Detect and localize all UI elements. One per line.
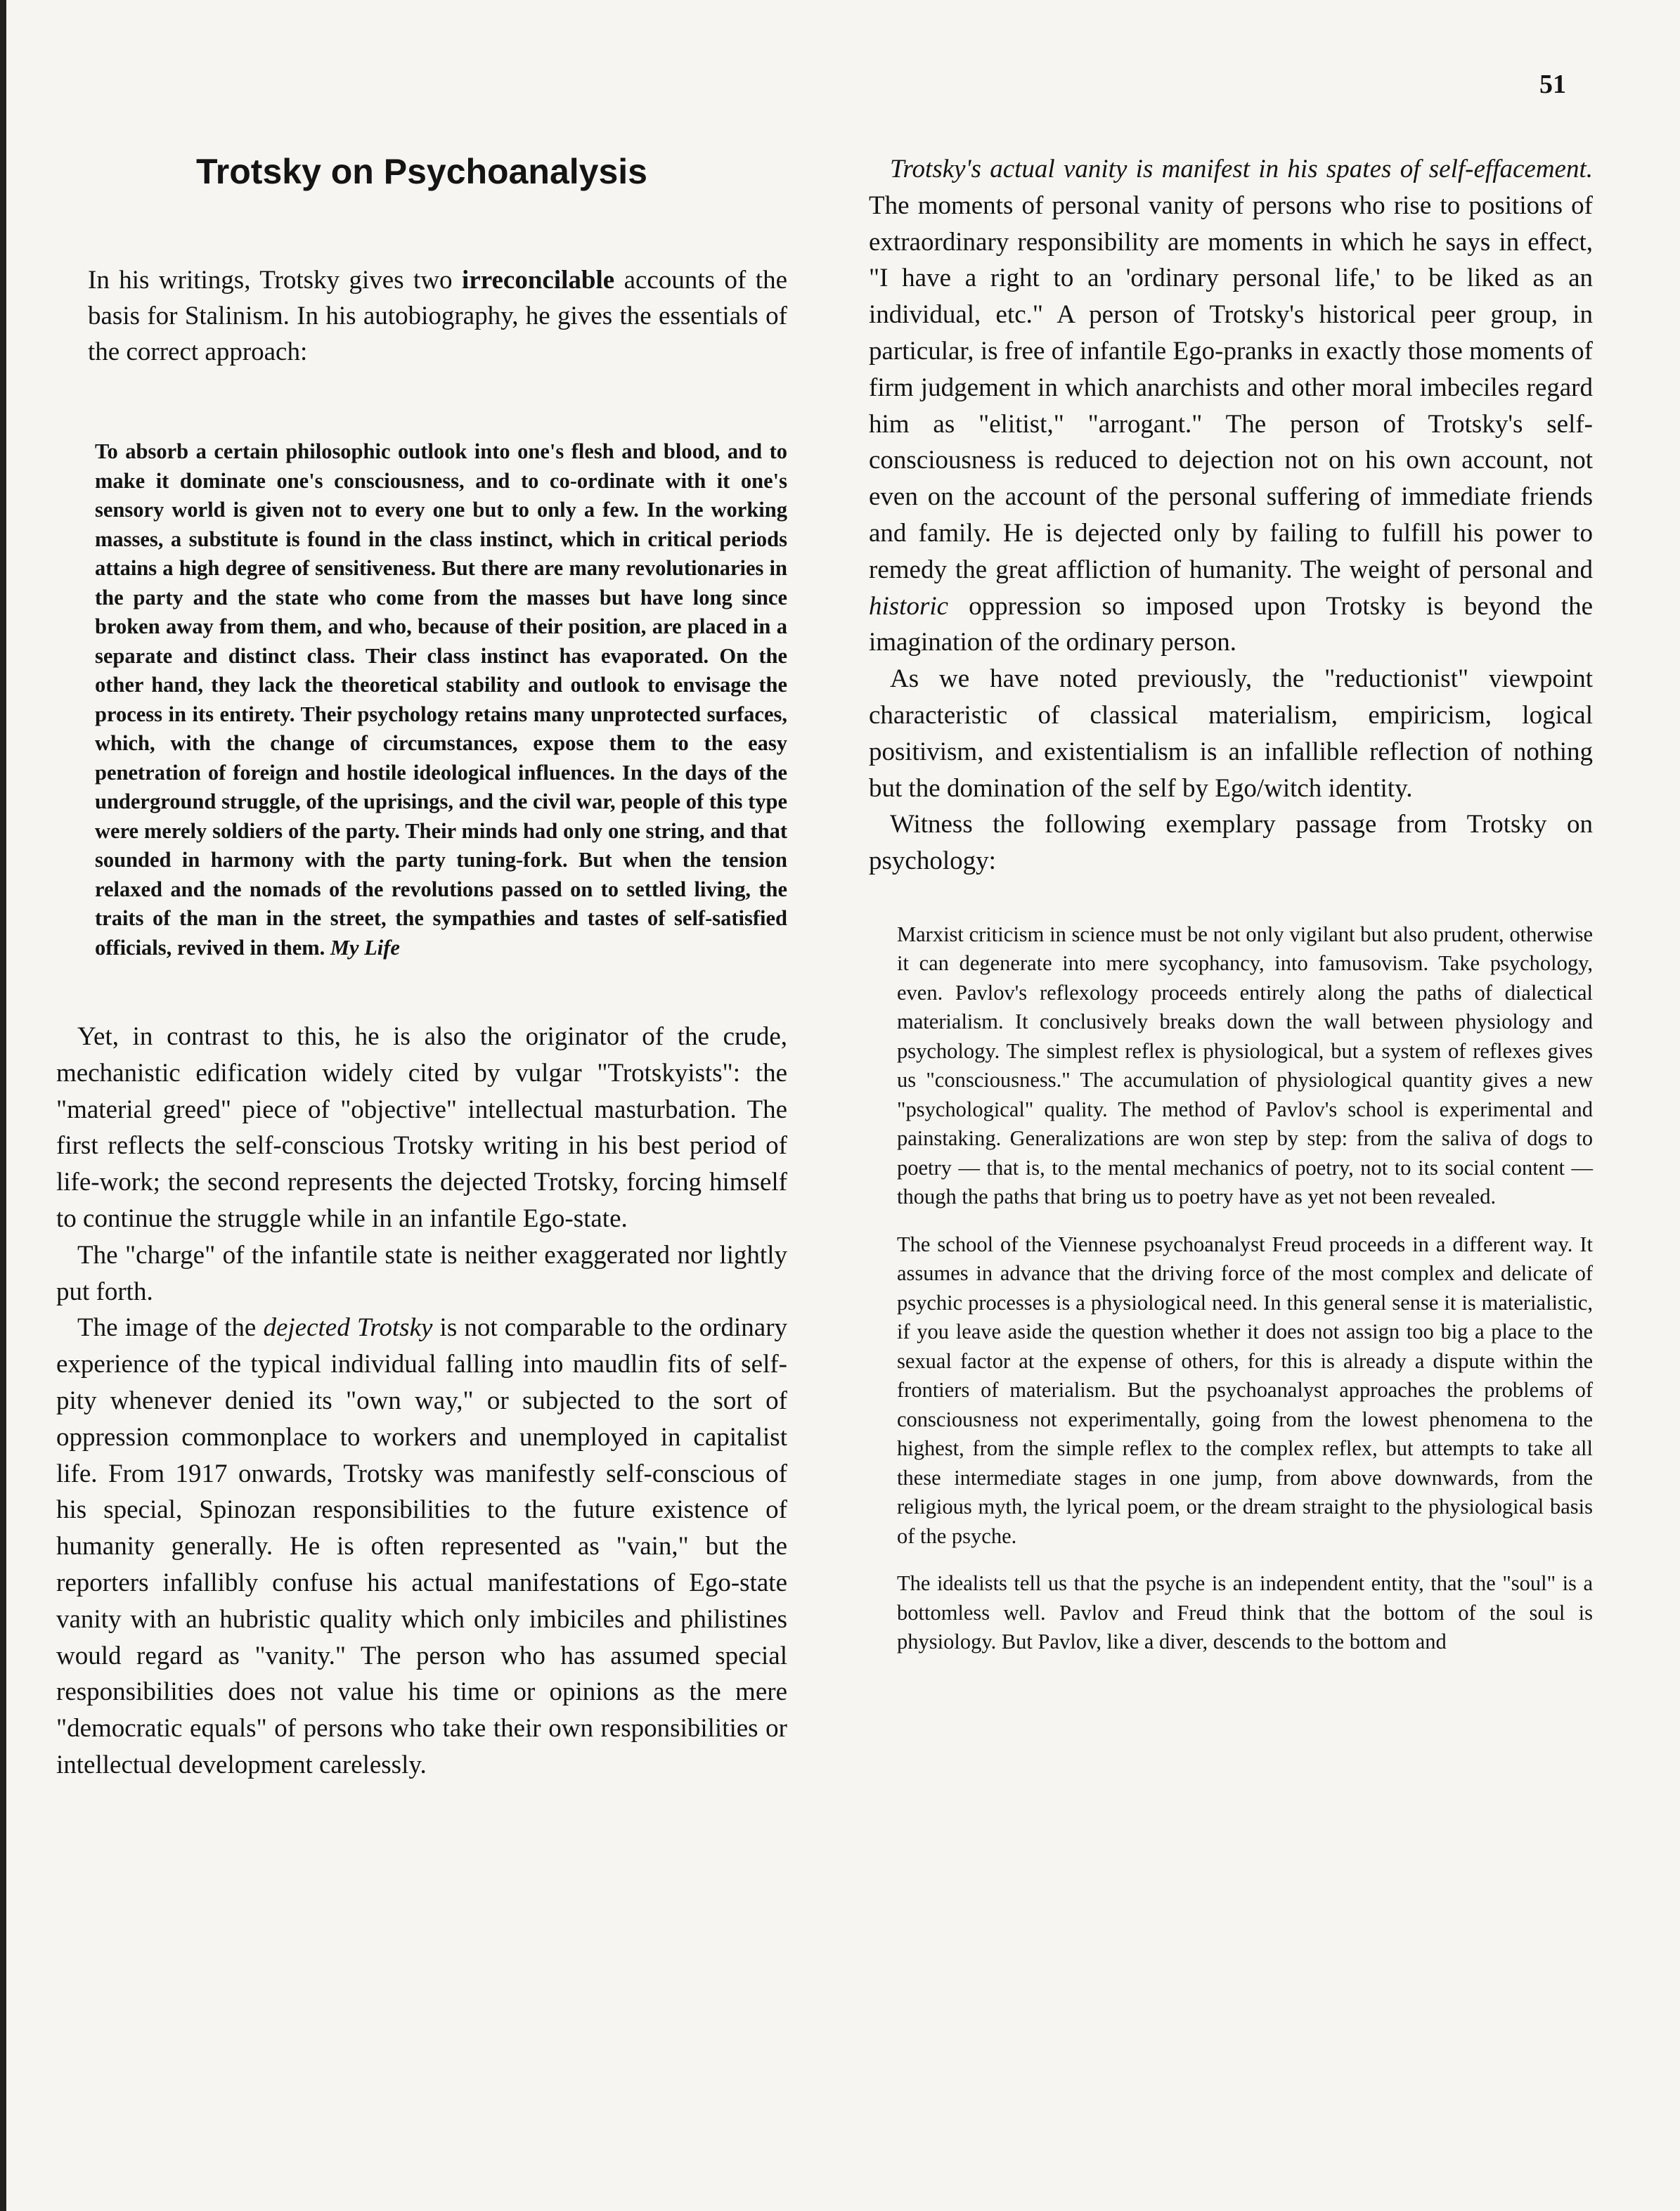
paragraph-charge: The "charge" of the infantile state is neither exaggerated nor lightly put forth.: [56, 1240, 787, 1306]
left-body: [56, 1019, 787, 1784]
page-number: 51: [1539, 70, 1566, 99]
page-edge: [0, 0, 6, 2211]
image-text-2: is not comparable to the ordinary experience of the typical individual falling into maudlin fits of self-pity whenever denied its "own way," or subjected to the sort of oppression commonplace to workers and unemployed in capitalist life. From 1917 onwards, Trotsky was manifestly self-conscious of his special, Spinozan responsibilities to the future existence of humanity generally. He is often represented as "vain," but the reporters infallibly confuse his actual manifestations of Ego-state vanity with an hubristic quality which only imbiciles and philistines would regard as "vanity." The person who has assumed special responsibilities does not value his time or opinions as the mere "democratic equals" of persons who take their own responsibilities or intellectual development carelessly.: [56, 1313, 788, 1779]
intro-text-2: accounts of the basis for Stalinism. In his autobiography, he gives the essentials of the correct approach:: [88, 266, 787, 366]
vanity-italic-2: historic: [869, 591, 949, 621]
quote-paragraph: The school of the Viennese psychoanalyst Freud proceeds in a different way. It assumes in advance that the driving force of the most complex and delicate of psychic processes is a physiological need. In this general sense it is materialistic, if you leave aside the question whether it does not assign too big a place to the sexual factor at the expense of others, for this is already a dispute within the frontiers of materialism. But the psychoanalyst approaches the problems of consciousness not experimentally, going from the lowest phenomena to the highest, from the simple reflex to the complex reflex, but attempts to take all these intermediate stages in one jump, from above downwards, from the religious myth, the lyrical poem, or the dream straight to the physiological basis of the psyche.: [897, 1232, 1593, 1548]
image-italic: dejected Trotsky: [263, 1313, 433, 1343]
left-column: [56, 151, 787, 1784]
quote-text: To absorb a certain philosophic outlook into one's flesh and blood, and to make it dominate one's consciousness, and to co-ordinate with it one's sensory world is given not to every one but to only a few. In the working masses, a substitute is found in the class instinct, which in critical periods attains a high degree of sensitiveness. But there are many revolutionaries in the party and the state who come from the masses but have long since broken away from them, and who, because of their position, are placed in a separate and distinct class. Their class instinct has evaporated. On the other hand, they lack the theoretical stability and outlook to envisage the process in its entirety. Their psychology retains many unprotected surfaces, which, with the change of circumstances, expose them to the easy penetration of foreign and hostile ideological influences. In the days of the underground struggle, of the uprisings, and the civil war, people of this type were merely soldiers of the party. Their minds had only one string, and that sounded in harmony with the party tuning-fork. But when the tension relaxed and the nomads of the revolutions passed on to settled living, the traits of the man in the street, the sympathies and tastes of self-satisfied officials, revived in them.: [95, 439, 787, 960]
paragraph-noted: As we have noted previously, the "reductionist" viewpoint characteristic of classical materialism, empiricism, logical positivism, and existentialism is an infallible reflection of nothing but the domination of the self by Ego/witch identity.: [869, 664, 1593, 803]
intro-text-1: In his writings, Trotsky gives two: [88, 266, 463, 295]
paragraph-yet: Yet, in contrast to this, he is also the originator of the crude, mechanistic edification widely cited by vulgar "Trotskyists": the "material greed" piece of "objective" intellectual masturbation. The first reflects the self-conscious Trotsky writing in his best period of life-work; the second represents the dejected Trotsky, forcing himself to continue the struggle while in an infantile Ego-state.: [56, 1022, 787, 1233]
vanity-text-2: The moments of personal vanity of persons who rise to positions of extraordinary responsibility are moments in which he says in effect, "I have a right to an 'ordinary personal life,' to be liked as an individual, etc." A person of Trotsky's historical peer group, in particular, is free of infantile Ego-pranks in exactly those moments of firm judgement in which anarchists and other moral imbeciles regard him as "elitist," "arrogant." The person of Trotsky's self-consciousness is reduced to dejection not on his own account, not even on the account of the personal suffering of immediate friends and family. He is dejected only by failing to fulfill his power to remedy the great affliction of humanity. The weight of personal and: [869, 191, 1593, 584]
my-life-quote: [56, 437, 787, 962]
vanity-italic: Trotsky's actual vanity is manifest in his spates of self-effacement.: [890, 155, 1593, 183]
article-title: Trotsky on Psychoanalysis: [196, 152, 647, 191]
psychology-quote: [869, 920, 1593, 1657]
paragraph-vanity: [869, 151, 1593, 661]
vanity-text-3: oppression so imposed upon Trotsky is beyond the imagination of the ordinary person.: [869, 591, 1593, 657]
image-text-1: The image of the: [77, 1313, 264, 1343]
quote-source: My Life: [330, 935, 400, 960]
quote-paragraph: Marxist criticism in science must be not only vigilant but also prudent, otherwise it can degenerate into mere sycophancy, into famusovism. Take psychology, even. Pavlov's reflexology proceeds entirely along the paths of dialectical materialism. It conclusively breaks down the wall between physiology and psychology. The simplest reflex is physiological, but a system of reflexes gives us "consciousness." The accumulation of physiological quantity gives a new "psychological" quality. The method of Pavlov's school is experimental and painstaking. Generalizations are won step by step: from the saliva of dogs to poetry — that is, to the mental mechanics of poetry, not to its social content — though the paths that bring us to poetry have as yet not been revealed.: [897, 922, 1593, 1209]
intro-paragraph: [56, 262, 787, 370]
paragraph-image: [56, 1310, 787, 1783]
paragraph-witness: Witness the following exemplary passage from Trotsky on psychology:: [869, 810, 1593, 876]
right-column: [869, 151, 1593, 1657]
quote-paragraph: The idealists tell us that the psyche is an independent entity, that the "soul" is a bottomless well. Pavlov and Freud think that the bottom of the soul is physiology. But Pavlov, like a diver, descends to the bottom and: [897, 1571, 1593, 1654]
intro-bold: irreconcilable: [462, 266, 615, 295]
